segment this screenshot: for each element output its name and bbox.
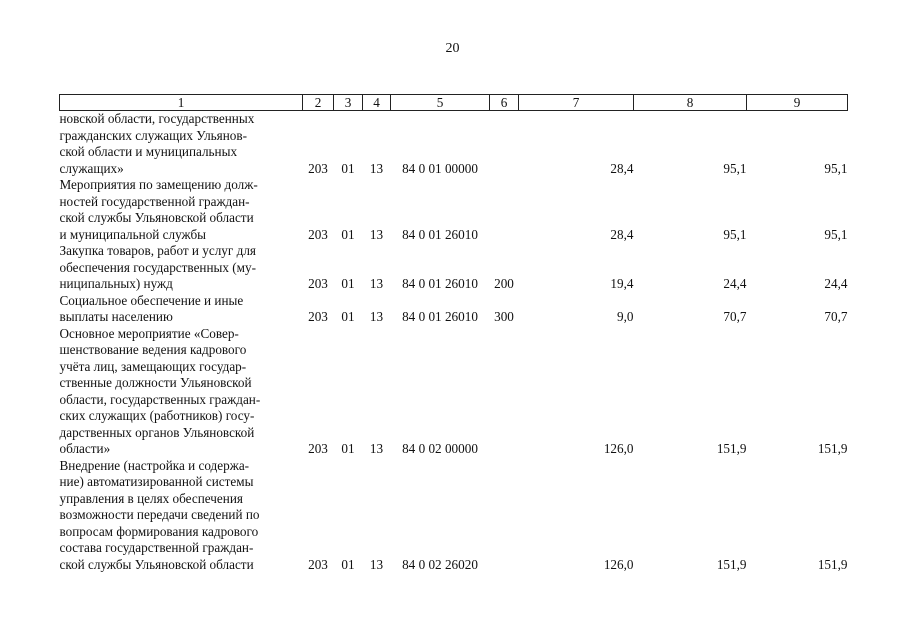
row-name-line: ской службы Ульяновской области bbox=[59, 210, 254, 225]
table-body bbox=[60, 111, 848, 574]
table-header-row bbox=[60, 95, 848, 111]
row-name-line: Основное мероприятие «Совер- bbox=[59, 325, 239, 341]
row-name-line: дарственных органов Ульяновской bbox=[59, 424, 255, 440]
row-cell-c6: 200 bbox=[494, 276, 514, 291]
row-name bbox=[60, 243, 303, 293]
header-col-7: 7 bbox=[519, 95, 634, 111]
row-cell-c3: 01 bbox=[341, 160, 355, 176]
row-cell-c4: 13 bbox=[369, 441, 384, 456]
row-cell-c8: 151,9 bbox=[716, 441, 747, 456]
row-name bbox=[60, 326, 303, 458]
row-cell-c2: 203 bbox=[308, 226, 328, 242]
header-col-8: 8 bbox=[634, 95, 747, 111]
row-cell-c5: 84 0 01 26010 bbox=[402, 226, 478, 242]
row-cell-c6: 300 bbox=[494, 309, 514, 324]
row-cell-c6 bbox=[490, 326, 519, 458]
header-col-3: 3 bbox=[334, 95, 363, 111]
header-col-6: 6 bbox=[490, 95, 519, 111]
row-cell-c5: 84 0 01 00000 bbox=[402, 160, 478, 176]
row-cell-c7: 28,4 bbox=[610, 226, 634, 242]
table-row bbox=[60, 177, 848, 243]
header-col-5: 5 bbox=[391, 95, 490, 111]
row-name-line: ской службы Ульяновской области bbox=[59, 556, 254, 572]
row-name-line: управления в целях обеспечения bbox=[59, 490, 243, 506]
row-cell-c3: 01 bbox=[341, 226, 355, 242]
row-name-line: области» bbox=[59, 441, 111, 456]
row-cell-c4: 13 bbox=[369, 160, 384, 176]
row-name-line: новской области, государственных bbox=[59, 111, 255, 126]
header-col-1: 1 bbox=[60, 95, 303, 111]
row-cell-c8: 24,4 bbox=[723, 276, 747, 291]
header-col-9: 9 bbox=[747, 95, 848, 111]
row-cell-c6 bbox=[490, 458, 519, 574]
row-cell-c7: 9,0 bbox=[617, 309, 634, 324]
row-name-line: ственные должности Ульяновской bbox=[59, 375, 252, 390]
row-name-line: учёта лиц, замещающих государ- bbox=[59, 358, 247, 374]
row-name-line: служащих» bbox=[59, 160, 124, 176]
row-name-line: гражданских служащих Ульянов- bbox=[59, 127, 247, 143]
row-cell-c4: 13 bbox=[369, 276, 384, 291]
row-cell-c8: 95,1 bbox=[723, 160, 747, 176]
row-cell-c9: 70,7 bbox=[824, 309, 848, 324]
row-cell-c9: 151,9 bbox=[817, 441, 848, 456]
row-cell-c6 bbox=[490, 111, 519, 178]
row-cell-c8: 151,9 bbox=[716, 556, 747, 572]
row-cell-c7: 28,4 bbox=[610, 160, 634, 176]
row-cell-c2: 203 bbox=[308, 309, 328, 324]
row-name-line: Внедрение (настройка и содержа- bbox=[59, 457, 250, 473]
row-cell-c9: 24,4 bbox=[824, 276, 848, 291]
row-cell-c2: 203 bbox=[308, 160, 328, 176]
row-name-line: ние) автоматизированной системы bbox=[59, 474, 254, 489]
row-name-line: области, государственных граждан- bbox=[59, 391, 261, 407]
row-name bbox=[60, 458, 303, 574]
row-name-line: вопросам формирования кадрового bbox=[59, 523, 259, 539]
row-name bbox=[60, 293, 303, 326]
row-name-line: Закупка товаров, работ и услуг для bbox=[59, 243, 256, 258]
table-row bbox=[60, 243, 848, 293]
row-cell-c3: 01 bbox=[341, 276, 355, 291]
row-name-line: состава государственной граждан- bbox=[59, 540, 254, 555]
row-cell-c5: 84 0 02 26020 bbox=[402, 556, 478, 572]
row-name-line: Социальное обеспечение и иные bbox=[59, 292, 244, 308]
row-name-line: обеспечения государственных (му- bbox=[59, 259, 257, 275]
row-name-line: возможности передачи сведений по bbox=[59, 507, 260, 522]
table-row bbox=[60, 293, 848, 326]
row-name-line: ских служащих (работников) госу- bbox=[59, 408, 255, 423]
row-cell-c9: 95,1 bbox=[824, 160, 848, 176]
row-cell-c4: 13 bbox=[369, 226, 384, 242]
row-cell-c5: 84 0 01 26010 bbox=[402, 276, 478, 291]
row-cell-c7: 126,0 bbox=[603, 556, 634, 572]
row-name-line: и муниципальной службы bbox=[59, 226, 207, 242]
row-cell-c7: 126,0 bbox=[603, 441, 634, 456]
row-cell-c8: 95,1 bbox=[723, 226, 747, 242]
row-name bbox=[60, 177, 303, 243]
row-name-line: шенствование ведения кадрового bbox=[59, 342, 247, 357]
row-cell-c2: 203 bbox=[308, 441, 328, 456]
page-number: 20 bbox=[445, 41, 460, 56]
row-name-line: ской области и муниципальных bbox=[59, 144, 238, 159]
row-cell-c7: 19,4 bbox=[610, 276, 634, 291]
row-cell-c2: 203 bbox=[308, 556, 328, 572]
row-cell-c3: 01 bbox=[341, 441, 355, 456]
row-name-line: Мероприятия по замещению долж- bbox=[59, 177, 258, 192]
row-cell-c4: 13 bbox=[369, 309, 384, 324]
row-cell-c9: 151,9 bbox=[817, 556, 848, 572]
table-row bbox=[60, 326, 848, 458]
row-cell-c8: 70,7 bbox=[723, 309, 747, 324]
row-cell-c3: 01 bbox=[341, 309, 355, 324]
row-name-line: ностей государственной граждан- bbox=[59, 193, 250, 209]
row-name-line: выплаты населению bbox=[59, 309, 173, 324]
row-cell-c3: 01 bbox=[341, 556, 355, 572]
header-col-2: 2 bbox=[303, 95, 334, 111]
row-cell-c5: 84 0 01 26010 bbox=[402, 309, 478, 324]
row-name bbox=[60, 111, 303, 178]
row-name-line: ниципальных) нужд bbox=[59, 276, 173, 291]
table-row bbox=[60, 458, 848, 574]
row-cell-c5: 84 0 02 00000 bbox=[402, 441, 478, 456]
table-row bbox=[60, 111, 848, 178]
row-cell-c9: 95,1 bbox=[824, 226, 848, 242]
header-col-4: 4 bbox=[363, 95, 391, 111]
budget-table bbox=[59, 94, 848, 573]
row-cell-c4: 13 bbox=[369, 556, 384, 572]
row-cell-c6 bbox=[490, 177, 519, 243]
row-cell-c2: 203 bbox=[308, 276, 328, 291]
